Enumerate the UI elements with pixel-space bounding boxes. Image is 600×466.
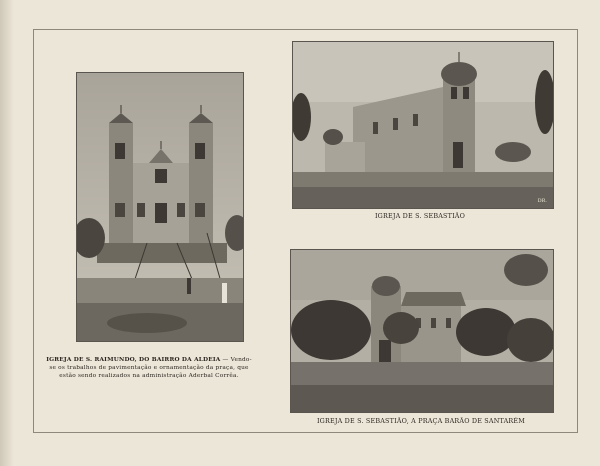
caption-title: IGREJA DE S. RAIMUNDO, DO BAIRRO DA ALDEIA (46, 357, 221, 363)
photo-credit-mark: DR. (537, 198, 547, 204)
photo-igreja-sao-raimundo (76, 72, 244, 342)
photo-igreja-sao-sebastiao-praca (290, 249, 554, 413)
page-edge-shadow (0, 0, 14, 466)
caption-text: — Vendo-se os trabalhos de pavimentação e ornamentação da praça, que estão sendo realizados na administração Aderbal Corrêa. (49, 357, 252, 379)
caption-igreja-sao-raimundo (44, 356, 254, 380)
caption-igreja-sao-sebastiao: IGREJA DE S. SEBASTIÃO (374, 212, 466, 220)
photo-igreja-sao-sebastiao (292, 41, 554, 209)
caption-igreja-sao-sebastiao-praca: IGREJA DE S. SEBASTIÃO, A PRAÇA BARÃO DE SANTARÉM (316, 417, 526, 425)
